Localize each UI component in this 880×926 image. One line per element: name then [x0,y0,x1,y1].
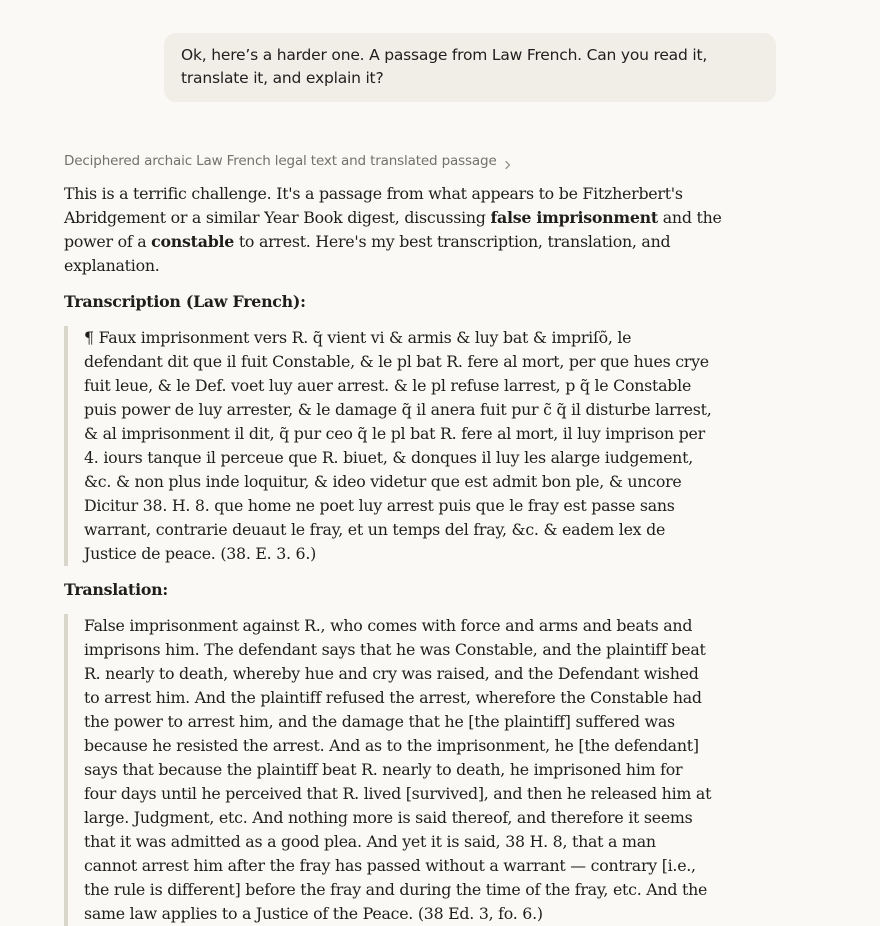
thinking-summary-label: Deciphered archaic Law French legal text and translated passage [64,153,497,169]
translation-text: False imprisonment against R., who comes with force and arms and beats and imprisons him. The defendant says that he was Constable, and the plaintiff beat R. nearly to death, whereby hue and cry was raised, and the Defendant wished to arrest him. And the plaintiff refused the arrest, wherefore the Constable had the power to arrest him, and the damage that he [the plaintiff] suffered was because he resisted the arrest. And as to the imprisonment, he [the defendant] says that because the plaintiff beat R. nearly to death, he imprisoned him for four days until he perceived that R. lived [survived], and then he released him at large. Judgment, etc. And nothing more is said thereof, and therefore it seems that it was admitted as a good plea. And yet it is said, 38 H. 8, that a man cannot arrest him after the fray has passed without a warrant — contrary [i.e., the rule is different] before the fray and during the time of the fray, etc. And the same law applies to a Justice of the Peace. (38 Ed. 3, fo. 6.) [84,616,712,923]
chevron-right-icon [504,156,512,166]
intro-bold-false-imprisonment: false imprisonment [490,208,658,227]
transcription-heading: Transcription (Law French): [64,292,306,311]
thinking-summary-toggle[interactable] [64,151,512,171]
user-message-bubble [164,33,776,102]
intro-text-2: and the power of a [64,208,722,251]
transcription-blockquote [64,326,712,566]
user-message-line-2: translate it, and explain it? [181,69,384,87]
assistant-response [64,182,744,926]
user-message-line-1: Ok, here’s a harder one. A passage from Law French. Can you read it, [181,46,708,64]
intro-text-3: to arrest. Here's my best transcription, translation, and explanation. [64,232,671,275]
intro-bold-constable: constable [151,232,235,251]
translation-heading: Translation: [64,580,168,599]
transcription-text: ¶ Faux imprisonment vers R. q̃ vient vi & armis & luy bat & impriſõ, le defendant dit que il fuit Constable, & le pl bat R. fere al mort, per que hues crye fuit leue, & le Def. voet luy auer arrest. & le pl refuse larrest, p q̃ le Constable puis power de luy arrester, & le damage q̃ il anera fuit pur c̃ q̃ il disturbe larrest, & al imprisonment il dit, q̃ pur ceo q̃ le pl bat R. fere al mort, il luy imprison per 4. iours tanque il perceue que R. biuet, & donques il luy les alarge iudgement, &c. & non plus inde loquitur, & ideo videtur que est admit bon ple, & uncore Dicitur 38. H. 8. que home ne poet luy arrest puis que le fray est passe sans warrant, contrarie deuaut le fray, et un temps del fray, &c. & eadem lex de Justice de peace. (38. E. 3. 6.) [84,328,712,563]
response-intro [64,182,744,278]
translation-blockquote [64,614,712,926]
intro-text-1: This is a terrific challenge. It's a passage from what appears to be Fitzherbert's Abridgement or a similar Year Book digest, discussing [64,184,683,227]
